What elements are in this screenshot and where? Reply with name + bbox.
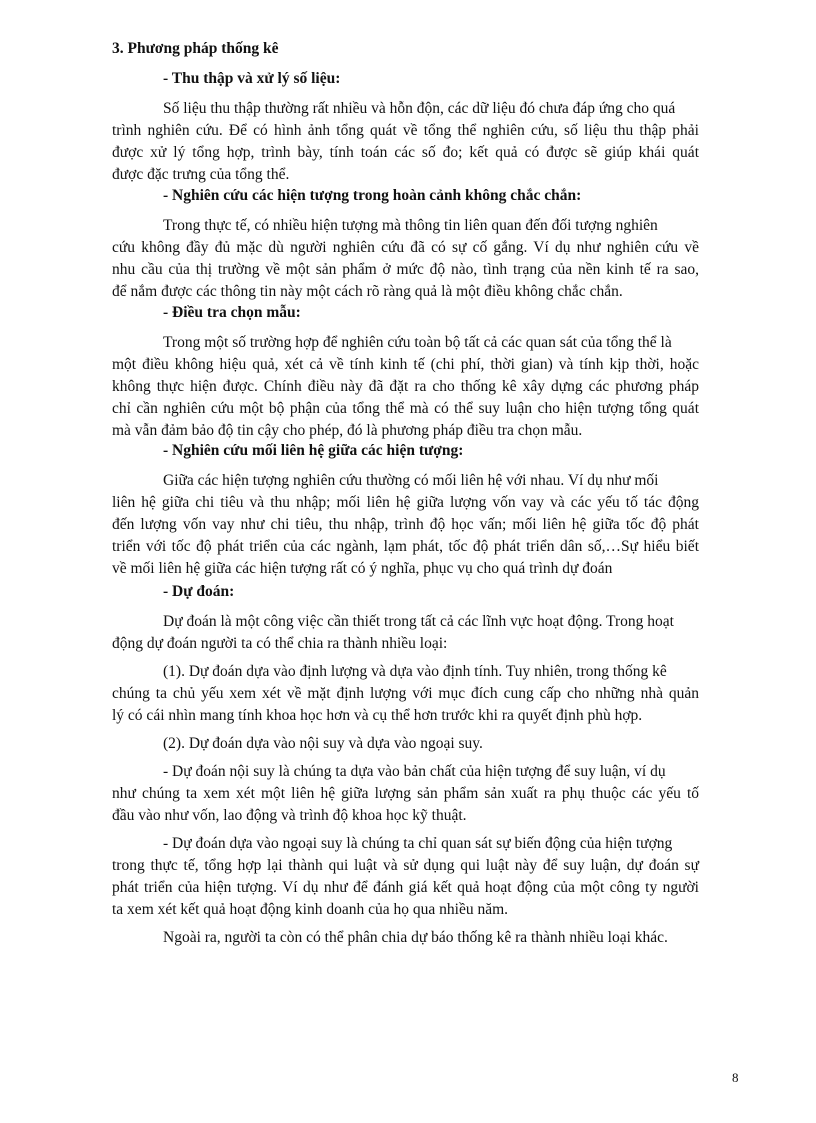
paragraph-line: mà vẫn đảm bảo độ tin cậy cho phép, đó là phương pháp điều tra chọn mẫu. — [112, 422, 583, 439]
heading-relationships: - Nghiên cứu mối liên hệ giữa các hiện tượng: — [163, 442, 464, 459]
heading-sampling: - Điều tra chọn mẫu: — [163, 304, 301, 321]
paragraph-line: Dự đoán là một công việc cần thiết trong tất cả các lĩnh vực hoạt động. Trong hoạt — [163, 613, 674, 630]
paragraph-line: - Dự đoán dựa vào ngoại suy là chúng ta chỉ quan sát sự biến động của hiện tượng — [163, 835, 673, 852]
paragraph-line: Số liệu thu thập thường rất nhiều và hỗn độn, các dữ liệu đó chưa đáp ứng cho quá — [163, 100, 676, 117]
section-title: 3. Phương pháp thống kê — [112, 40, 279, 57]
heading-uncertainty: - Nghiên cứu các hiện tượng trong hoàn cảnh không chắc chắn: — [163, 187, 582, 204]
heading-data-collection: - Thu thập và xử lý số liệu: — [163, 70, 341, 87]
paragraph-line: nhu cầu của thị trường về một sản phẩm ở mức độ nào, tình trạng của nền kinh tế ra sao, — [112, 261, 699, 278]
paragraph-line: không thực hiện được. Chính điều này đã đặt ra cho thống kê xây dựng các phương pháp — [112, 378, 699, 395]
paragraph-line: đầu vào như vốn, lao động và trình độ khoa học kỹ thuật. — [112, 807, 467, 824]
paragraph-line: Giữa các hiện tượng nghiên cứu thường có mối liên hệ với nhau. Ví dụ như mối — [163, 472, 659, 489]
paragraph-line: Ngoài ra, người ta còn có thể phân chia dự báo thống kê ra thành nhiều loại khác. — [163, 929, 668, 946]
paragraph-line: về mối liên hệ giữa các hiện tượng rất có ý nghĩa, phục vụ cho quá trình dự đoán — [112, 560, 613, 577]
paragraph-line: chúng ta chủ yếu xem xét về mặt định lượng với mục đích cung cấp cho những nhà quản — [112, 685, 699, 702]
paragraph-line: một điều không hiệu quả, xét cả về tính kinh tế (chi phí, thời gian) và tính kịp thời, hoặc — [112, 356, 699, 373]
heading-forecasting: - Dự đoán: — [163, 583, 235, 600]
page-number: 8 — [732, 1070, 739, 1085]
paragraph-line: ta xem xét kết quả hoạt động kinh doanh của họ qua nhiều năm. — [112, 901, 509, 918]
paragraph-line: để nắm được các thông tin này một cách rõ ràng quả là một điều không chắc chắn. — [112, 283, 623, 300]
paragraph-line: triển với tốc độ phát triển của các ngành, lạm phát, tốc độ phát triển dân số,…Sự hiểu biết — [112, 538, 699, 555]
paragraph-line: (1). Dự đoán dựa vào định lượng và dựa vào định tính. Tuy nhiên, trong thống kê — [163, 663, 667, 680]
paragraph-line: trình nghiên cứu. Để có hình ảnh tổng quát về tổng thể nghiên cứu, số liệu thu thập phải — [112, 122, 699, 139]
paragraph-line: phát triển của hiện tượng. Ví dụ như để đánh giá kết quả hoạt động của một công ty người — [112, 879, 699, 896]
paragraph-line: được đặc trưng của tổng thể. — [112, 166, 290, 183]
paragraph-line: lý có cái nhìn mang tính khoa học hơn và cụ thể hơn trước khi ra quyết định phù hợp. — [112, 707, 643, 724]
paragraph-line: như chúng ta xem xét một liên hệ giữa lượng sản phẩm sản xuất ra phụ thuộc các yếu tố — [112, 785, 699, 802]
paragraph-line: trong thực tế, tổng hợp lại thành qui luật và sử dụng qui luật này để suy luận, dự đoán sự — [112, 857, 699, 874]
paragraph-line: Trong một số trường hợp để nghiên cứu toàn bộ tất cả các quan sát của tổng thể là — [163, 334, 672, 351]
paragraph-line: - Dự đoán nội suy là chúng ta dựa vào bản chất của hiện tượng để suy luận, ví dụ — [163, 763, 666, 780]
paragraph-line: chỉ cần nghiên cứu một bộ phận của tổng thể mà có thể suy luận cho hiện tượng tổng quát — [112, 400, 699, 417]
paragraph-line: cứu không đầy đủ mặc dù người nghiên cứu đã có sự cố gắng. Ví dụ như nghiên cứu về — [112, 239, 699, 256]
paragraph-line: được xử lý tổng hợp, trình bày, tính toán các số đo; kết quả có được sẽ giúp khái quát — [112, 144, 699, 161]
paragraph-line: động dự đoán người ta có thể chia ra thành nhiều loại: — [112, 635, 448, 652]
paragraph-line: đến lượng vốn vay như chi tiêu, thu nhập, trình độ học vấn; mối liên hệ giữa tốc độ phát — [112, 516, 699, 533]
paragraph-line: Trong thực tế, có nhiều hiện tượng mà thông tin liên quan đến đối tượng nghiên — [163, 217, 658, 234]
paragraph-line: liên hệ giữa chi tiêu và thu nhập; mối liên hệ giữa lượng vốn vay và các yếu tố tác động — [112, 494, 699, 511]
paragraph-line: (2). Dự đoán dựa vào nội suy và dựa vào ngoại suy. — [163, 735, 483, 752]
